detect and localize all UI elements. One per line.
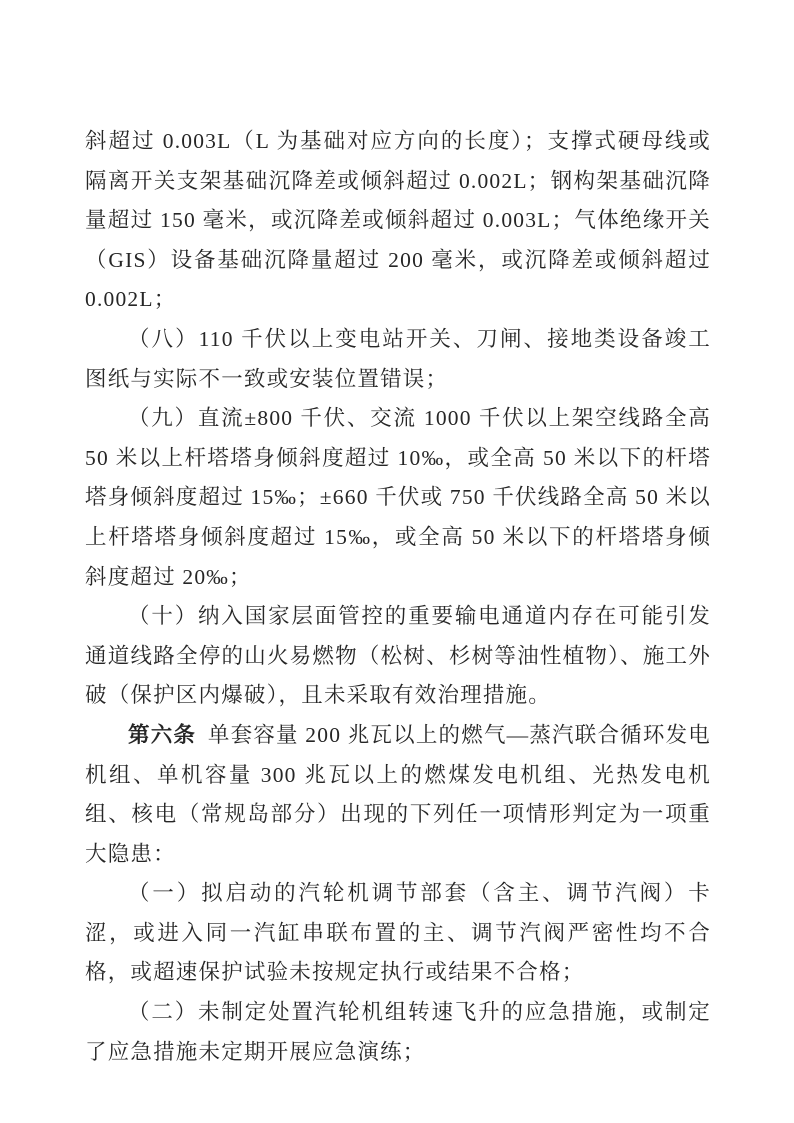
- paragraph-text: 单套容量 200 兆瓦以上的燃气—蒸汽联合循环发电机组、单机容量 300 兆瓦以上的燃煤发电机组、光热发电机组、核电（常规岛部分）出现的下列任一项情形判定为一项重大隐患：: [85, 722, 711, 866]
- paragraph-item-1: [85, 874, 711, 993]
- paragraph-text: （二）未制定处置汽轮机组转速飞升的应急措施，或制定了应急措施未定期开展应急演练；: [85, 1000, 711, 1064]
- paragraph-text: 斜超过 0.003L（L 为基础对应方向的长度）；支撑式硬母线或隔离开关支架基础沉降差或倾斜超过 0.002L；钢构架基础沉降量超过 150 毫米，或沉降差或倾斜超过 0.003L；气体绝缘开关（GIS）设备基础沉降量超过 200 毫米，或沉降差或倾斜超过 0.002L；: [85, 129, 711, 312]
- paragraph-text: （十）纳入国家层面管控的重要输电通道内存在可能引发通道线路全停的山火易燃物（松树、杉树等油性植物）、施工外破（保护区内爆破），且未采取有效治理措施。: [85, 604, 711, 708]
- paragraph-text: （九）直流±800 千伏、交流 1000 千伏以上架空线路全高 50 米以上杆塔塔身倾斜度超过 10‰，或全高 50 米以下的杆塔塔身倾斜度超过 15‰；±660 千伏或 750 千伏线路全高 50 米以上杆塔塔身倾斜度超过 15‰，或全高 50 米以下的杆塔塔身倾斜度超过 20‰；: [85, 406, 711, 589]
- paragraph-item-8: [85, 320, 711, 399]
- paragraph-text: （一）拟启动的汽轮机调节部套（含主、调节汽阀）卡涩，或进入同一汽缸串联布置的主、调节汽阀严密性均不合格，或超速保护试验未按规定执行或结果不合格；: [85, 881, 711, 985]
- paragraph-item-7-continuation: [85, 122, 711, 320]
- paragraph-article-6: [85, 716, 711, 874]
- paragraph-item-2: [85, 993, 711, 1072]
- paragraph-item-9: [85, 399, 711, 597]
- document-text-block: [85, 122, 711, 1072]
- paragraph-text: （八）110 千伏以上变电站开关、刀闸、接地类设备竣工图纸与实际不一致或安装位置错误；: [85, 326, 711, 391]
- article-number-bold: 第六条: [128, 722, 197, 747]
- paragraph-item-10: [85, 597, 711, 716]
